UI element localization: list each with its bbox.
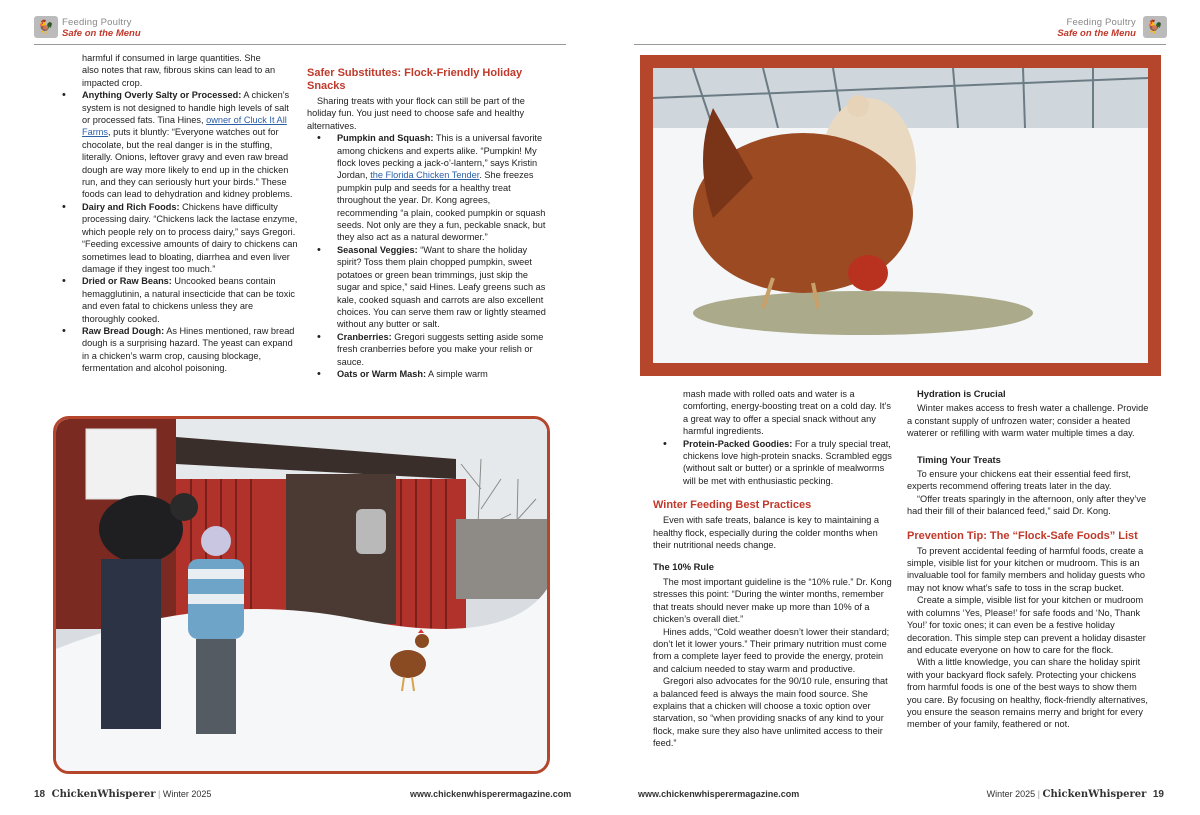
item-title: Pumpkin and Squash: [337, 133, 434, 144]
list-item [663, 438, 895, 488]
item-text: Chickens have difficulty processing dairy. “Chickens lack the lactase enzyme, which people rely on to process dairy,” says Gregori. “Feeding excessive amounts of dairy to chickens can sometimes lead to bloating, diarrhea and even liver damage if they ingest too much.” [82, 201, 298, 274]
subheading: Timing Your Treats [917, 453, 1001, 465]
right-footer: Winter 2025 | ChickenWhisperer 19 [986, 789, 1164, 800]
page-number: 18 [34, 789, 46, 800]
item-text: A chicken’s system is not designed to handle high levels of salt or processed fats. Tina Hines, [82, 90, 290, 126]
paragraph: Even with safe treats, balance is key to maintaining a healthy flock, especially during the colder months when their nutritional needs change. [653, 515, 880, 551]
site-url[interactable]: www.chickenwhisperermagazine.com [638, 789, 800, 799]
rooster-logo-icon: 🐓 [1143, 16, 1167, 38]
header-divider [34, 44, 566, 45]
paragraph: Gregori also advocates for the 90/10 rule, ensuring that a balanced feed is always the main food source. She explains that a chicken will choose a toxic option over starvation, so “when providing snacks of any kind to your flock, make sure they also have unlimited access to their feed.” [653, 676, 888, 749]
item-text: Uncooked beans contain hemagglutinin, a natural insecticide that can be toxic and even fatal to chickens unless they are thoroughly cooked. [82, 276, 295, 324]
paragraph: Hines adds, “Cold weather doesn’t lower their standard; don’t let it lower yours.” Their primary nutrition must come from a complete layer feed to provide the energy, protein and calcium needed to stay warm and productive. [653, 626, 890, 674]
paragraph: “Offer treats sparingly in the afternoon, only after they’ve had their fill of their balanced feed,” said Dr. Kong. [907, 493, 1147, 517]
protein-list [653, 438, 895, 488]
intro-line: also notes that raw, fibrous skins can lead to an [82, 65, 276, 76]
photo-illustration [653, 68, 1148, 363]
list-item [62, 275, 298, 325]
item-text: Gregori suggests setting aside some fresh cranberries before you make your relish or sauce. [337, 331, 544, 367]
list-item [317, 244, 547, 331]
column-4 [907, 388, 1152, 731]
safe-snacks-list [307, 132, 547, 380]
left-footer: 18 ChickenWhisperer | Winter 2025 [34, 789, 212, 800]
header-section: Safe on the Menu [1057, 28, 1136, 39]
rooster-logo-icon: 🐓 [34, 16, 58, 38]
item-title: Dairy and Rich Foods: [82, 201, 180, 212]
header-divider [634, 44, 1166, 45]
item-text: A simple warm [426, 368, 488, 379]
item-title: Seasonal Veggies: [337, 244, 418, 255]
item-text: This is a universal favorite among chickens and experts alike. “Pumpkin! My flock loves pecking a jack-o’-lantern,” says Kristin Jordan, [337, 133, 543, 181]
issue-label: Winter 2025 [986, 789, 1036, 799]
brand-logo: ChickenWhisperer [51, 789, 156, 800]
column-1 [62, 52, 298, 375]
hens-in-snow-photo [653, 68, 1148, 363]
item-text: For a truly special treat, chickens love high-protein snacks. Scrambled eggs (without salt or butter) or a sprinkle of mealworms will be met with enthusiastic pecking. [683, 438, 892, 486]
continued-text: mash made with rolled oats and water is a comforting, energy-boosting treat on a cold day. It’s a great way to offer a special snack without any harmful ingredients. [683, 389, 892, 437]
left-header [62, 17, 141, 39]
header-category: Feeding Poultry [62, 17, 132, 28]
brand-logo: ChickenWhisperer [1042, 789, 1147, 800]
page-number: 19 [1152, 789, 1164, 800]
list-item [62, 201, 298, 275]
paragraph: Winter makes access to fresh water a challenge. Provide a constant supply of unfrozen water; consider a heated waterer or refilling with warm water multiple times a day. [907, 403, 1149, 439]
paragraph: With a little knowledge, you can share the holiday spirit with your backyard flock safely. Protecting your chickens from harmful foods is one of the best ways to show them you care. By focusing on healthy, flock-friendly alternatives, you ensure the season remains merry and bright for every member of your family, feathered or not. [907, 657, 1148, 730]
section-heading: Prevention Tip: The “Flock-Safe Foods” List [907, 529, 1138, 542]
subheading: Hydration is Crucial [917, 388, 1006, 399]
list-item [317, 132, 547, 244]
harmful-foods-list [62, 89, 298, 374]
item-title: Protein-Packed Goodies: [683, 438, 793, 449]
item-title: Oats or Warm Mash: [337, 368, 426, 379]
item-text: As Hines mentioned, raw bread dough is a surprising hazard. The yeast can expand in a chicken’s warm crop, causing blockage, fermentation and alcohol poisoning. [82, 325, 295, 374]
header-category: Feeding Poultry [1066, 17, 1136, 28]
owner-link[interactable]: owner of Cluck It All Farms [82, 115, 287, 138]
paragraph: The most important guideline is the “10% rule.” Dr. Kong stresses this point: “During the winter months, remember that treats should never make up more than 10% of a chicken’s overall diet.” [653, 576, 892, 625]
section-heading: Safer Substitutes: Flock-Friendly Holiday Snacks [307, 67, 523, 92]
item-text: . She freezes pumpkin pulp and seeds for a healthy treat throughout the year. Dr. Kong agrees, recommending “a plain, cooked pumpkin or squash seeds. Not only are they a fun, peckable snack, but they also act as a natural dewormer.” [337, 170, 546, 243]
list-item [317, 331, 547, 368]
list-item [62, 89, 298, 201]
item-text: “Want to share the holiday spirit? Toss them plain chopped pumpkin, sweet potatoes or green bean trimmings, just skip the sugar and spice,” said Hines. Leafy greens such as kale, cooked squash and carrots are also excellent choices. You can serve them raw or lightly steamed without any butter or salt. [337, 244, 546, 330]
paragraph: Create a simple, visible list for your kitchen or mudroom with columns ‘Yes, Please!’ for safe foods and ‘No, Thank You!’ for toxic ones; it can even be a festive holiday decoration. This simple step can prevent a holiday disaster and educate everyone on how to care for the flock. [907, 595, 1146, 655]
issue-label: Winter 2025 [162, 789, 212, 799]
section-heading: Winter Feeding Best Practices [653, 499, 812, 512]
photo-frame [640, 55, 1161, 376]
paragraph: To prevent accidental feeding of harmful foods, create a simple, visible list for your kitchen or mudroom. This is an invaluable tool for family members and holiday guests who may not know what’s safe to toss in the scrap bucket. [907, 545, 1145, 593]
chicken-tender-link[interactable]: the Florida Chicken Tender [370, 170, 480, 181]
subheading: The 10% Rule [653, 561, 714, 573]
photo-illustration [56, 419, 547, 771]
site-url[interactable]: www.chickenwhisperermagazine.com [410, 789, 572, 799]
item-title: Dried or Raw Beans: [82, 276, 172, 287]
family-feeding-chicken-photo [53, 416, 550, 774]
item-title: Anything Overly Salty or Processed: [82, 90, 242, 101]
item-title: Cranberries: [337, 331, 392, 342]
intro-line: impacted crop. [82, 77, 143, 88]
list-item [317, 368, 547, 380]
paragraph: To ensure your chickens eat their essential feed first, experts recommend offering treats later in the day. [907, 469, 1131, 492]
column-2 [307, 67, 547, 380]
column-3 [653, 388, 895, 750]
header-section: Safe on the Menu [62, 28, 141, 39]
intro-line: harmful if consumed in large quantities. She [82, 53, 261, 63]
list-item [62, 325, 298, 375]
paragraph: Sharing treats with your flock can still be part of the holiday fun. You just need to choose safe and healthy alternatives. [307, 96, 525, 131]
right-header [1057, 17, 1136, 39]
item-title: Raw Bread Dough: [82, 325, 165, 336]
item-text: , puts it bluntly: “Everyone watches out for chocolate, but the real danger is in the stuffing, literally. Onions, leftover gravy and even raw bread dough are way more likely to end up in the chicken run, and they can seriously hurt your birds.” These foods can lead to dehydration and kidney problems. [82, 127, 293, 200]
